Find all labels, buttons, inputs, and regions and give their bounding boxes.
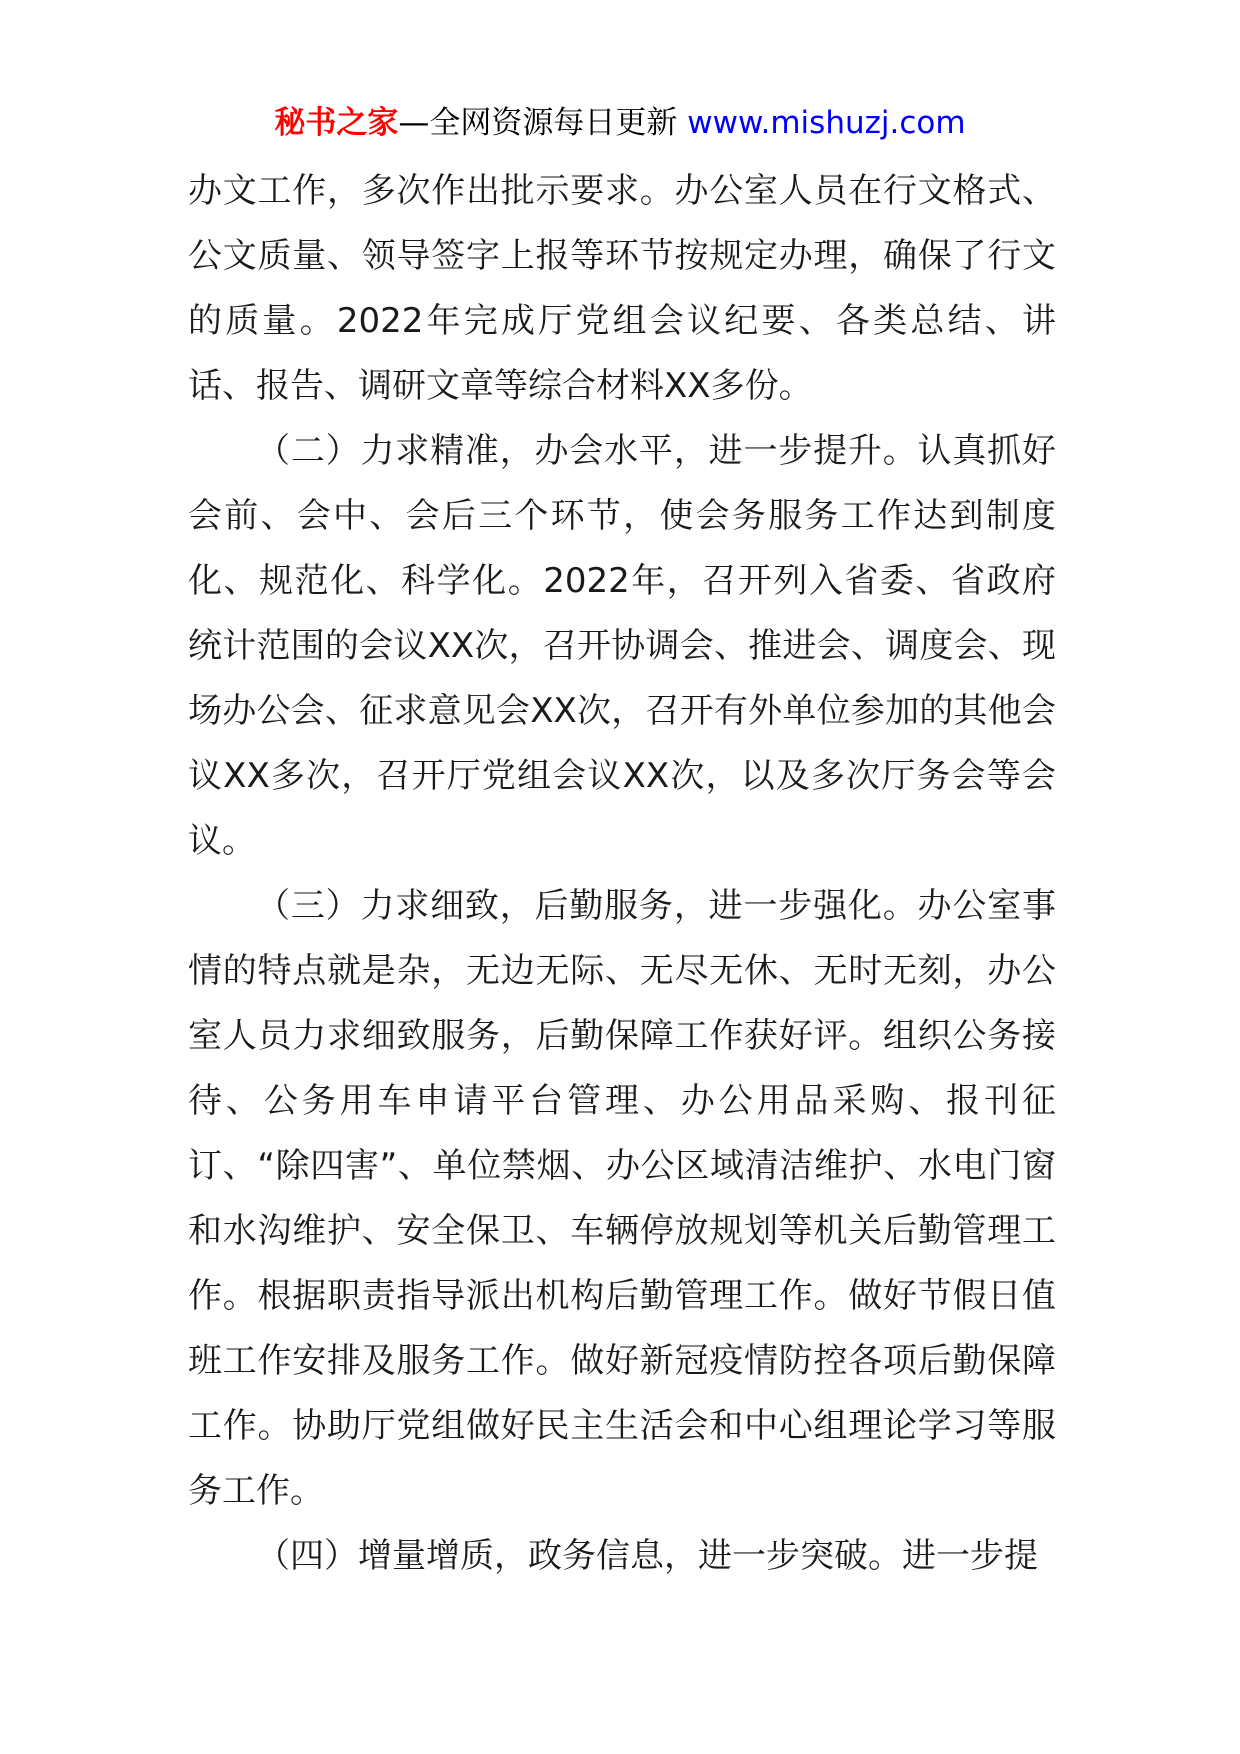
header-slogan: —全网资源每日更新 bbox=[398, 105, 688, 141]
paragraph-section-4: （四）增量增质，政务信息，进一步突破。进一步提 bbox=[256, 1536, 1038, 1576]
page-header bbox=[0, 100, 1240, 146]
header-site-link[interactable]: www.mishuzj.com bbox=[687, 105, 966, 141]
paragraph-section-2: （二）力求精准，办会水平，进一步提升。认真抓好会前、会中、会后三个环节，使会务服务工作达到制度化、规范化、科学化。2022年，召开列入省委、省政府统计范围的会议XX次，召开协调会、推进会、调度会、现场办公会、征求意见会XX次，召开有外单位参加的其他会议XX多次，召开厅党组会议XX次，以及多次厅务会等会议。 bbox=[188, 431, 1056, 861]
paragraph-section-3: （三）力求细致，后勤服务，进一步强化。办公室事情的特点就是杂，无边无际、无尽无休、无时无刻，办公室人员力求细致服务，后勤保障工作获好评。组织公务接待、公务用车申请平台管理、办公用品采购、报刊征订、“除四害”、单位禁烟、办公区域清洁维护、水电门窗和水沟维护、安全保卫、车辆停放规划等机关后勤管理工作。根据职责指导派出机构后勤管理工作。做好节假日值班工作安排及服务工作。做好新冠疫情防控各项后勤保障工作。协助厅党组做好民主生活会和中心组理论学习等服务工作。 bbox=[188, 886, 1056, 1511]
document-body bbox=[188, 159, 1056, 1589]
header-brand: 秘书之家 bbox=[274, 105, 399, 141]
paragraph-continued: 办文工作，多次作出批示要求。办公室人员在行文格式、公文质量、领导签字上报等环节按规定办理，确保了行文的质量。2022年完成厅党组会议纪要、各类总结、讲话、报告、调研文章等综合材料XX多份。 bbox=[188, 171, 1056, 406]
